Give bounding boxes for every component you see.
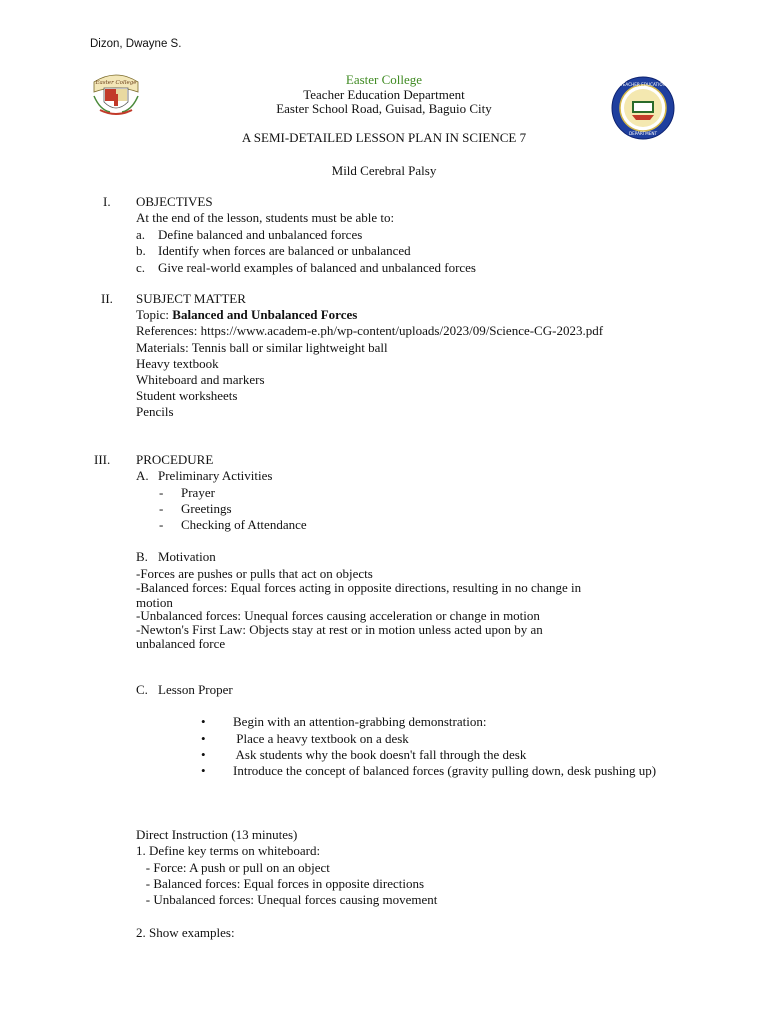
direct-instruction-line: - Balanced forces: Equal forces in opposite directions: [136, 876, 425, 891]
author-name: Dizon, Dwayne S.: [90, 38, 182, 50]
dash-marker: -: [159, 517, 164, 532]
topic-line: [136, 307, 357, 323]
lesson-proper-marker: C.: [136, 682, 148, 697]
motivation-heading: Motivation: [158, 549, 216, 564]
objective-marker: c.: [136, 260, 146, 275]
preliminary-marker: A.: [136, 468, 149, 483]
preliminary-item: Checking of Attendance: [181, 517, 307, 532]
dash-marker: -: [159, 501, 164, 516]
motivation-line: -Forces are pushes or pulls that act on objects: [136, 566, 373, 581]
motivation-marker: B.: [136, 549, 148, 564]
objective-item: Define balanced and unbalanced forces: [158, 227, 363, 242]
preliminary-heading: Preliminary Activities: [158, 468, 273, 483]
objective-marker: b.: [136, 243, 146, 258]
department-name: Teacher Education Department: [303, 87, 465, 102]
motivation-line: -Unbalanced forces: Unequal forces causing acceleration or change in motion: [136, 608, 540, 623]
school-name: Easter College: [345, 72, 423, 87]
bullet-marker: •: [201, 747, 206, 762]
direct-instruction-line: 1. Define key terms on whiteboard:: [136, 843, 321, 858]
lesson-proper-heading: Lesson Proper: [158, 682, 233, 697]
lesson-bullet-item: Introduce the concept of balanced forces (gravity pulling down, desk pushing up): [233, 763, 657, 778]
lesson-plan-subtitle: Mild Cerebral Palsy: [331, 163, 437, 178]
objective-item: Identify when forces are balanced or unbalanced: [158, 243, 411, 258]
objectives-intro: At the end of the lesson, students must be able to:: [136, 210, 395, 225]
lesson-plan-title: A SEMI-DETAILED LESSON PLAN IN SCIENCE 7: [241, 130, 527, 145]
direct-instruction-heading: Direct Instruction (13 minutes): [136, 827, 298, 842]
procedure-heading: PROCEDURE: [136, 452, 214, 467]
subject-matter-heading: SUBJECT MATTER: [136, 291, 246, 306]
direct-instruction-next: 2. Show examples:: [136, 925, 235, 940]
preliminary-item: Prayer: [181, 485, 215, 500]
preliminary-item: Greetings: [181, 501, 232, 516]
material-item: Whiteboard and markers: [136, 372, 265, 387]
motivation-line: unbalanced force: [136, 636, 226, 651]
materials-line: Materials: Tennis ball or similar lightweight ball: [136, 340, 388, 355]
objective-marker: a.: [136, 227, 146, 242]
lesson-bullet-item: Place a heavy textbook on a desk: [233, 731, 409, 746]
logo-lettering: Easter College: [95, 80, 137, 86]
procedure-numeral: III.: [94, 452, 111, 467]
material-item: Student worksheets: [136, 388, 238, 403]
direct-instruction-line: - Unbalanced forces: Unequal forces causing movement: [136, 892, 438, 907]
topic-value: Balanced and Unbalanced Forces: [172, 307, 358, 322]
motivation-line: -Newton's First Law: Objects stay at rest or in motion unless acted upon by an: [136, 622, 543, 637]
seal-lettering-bottom: DEPARTMENT: [628, 131, 658, 136]
objective-item: Give real-world examples of balanced and unbalanced forces: [158, 260, 476, 275]
motivation-line: motion: [136, 595, 173, 610]
references-line: References: https://www.academ-e.ph/wp-content/uploads/2023/09/Science-CG-2023.pdf: [136, 323, 604, 338]
bullet-marker: •: [201, 714, 206, 729]
school-address: Easter School Road, Guisad, Baguio City: [276, 101, 492, 116]
seal-lettering: TEACHER EDUCATION: [620, 82, 666, 87]
bullet-marker: •: [201, 763, 206, 778]
subject-matter-numeral: II.: [101, 291, 113, 306]
material-item: Pencils: [136, 404, 174, 419]
objectives-heading: OBJECTIVES: [136, 194, 213, 209]
lesson-bullet-item: Begin with an attention-grabbing demonstration:: [233, 714, 487, 729]
dash-marker: -: [159, 485, 164, 500]
objectives-numeral: I.: [103, 194, 111, 209]
topic-label: Topic:: [136, 307, 173, 322]
material-item: Heavy textbook: [136, 356, 219, 371]
motivation-line: -Balanced forces: Equal forces acting in opposite directions, resulting in no change in: [136, 580, 582, 595]
lesson-bullet-item: Ask students why the book doesn't fall through the desk: [233, 747, 527, 762]
direct-instruction-line: - Force: A push or pull on an object: [136, 860, 330, 875]
bullet-marker: •: [201, 731, 206, 746]
